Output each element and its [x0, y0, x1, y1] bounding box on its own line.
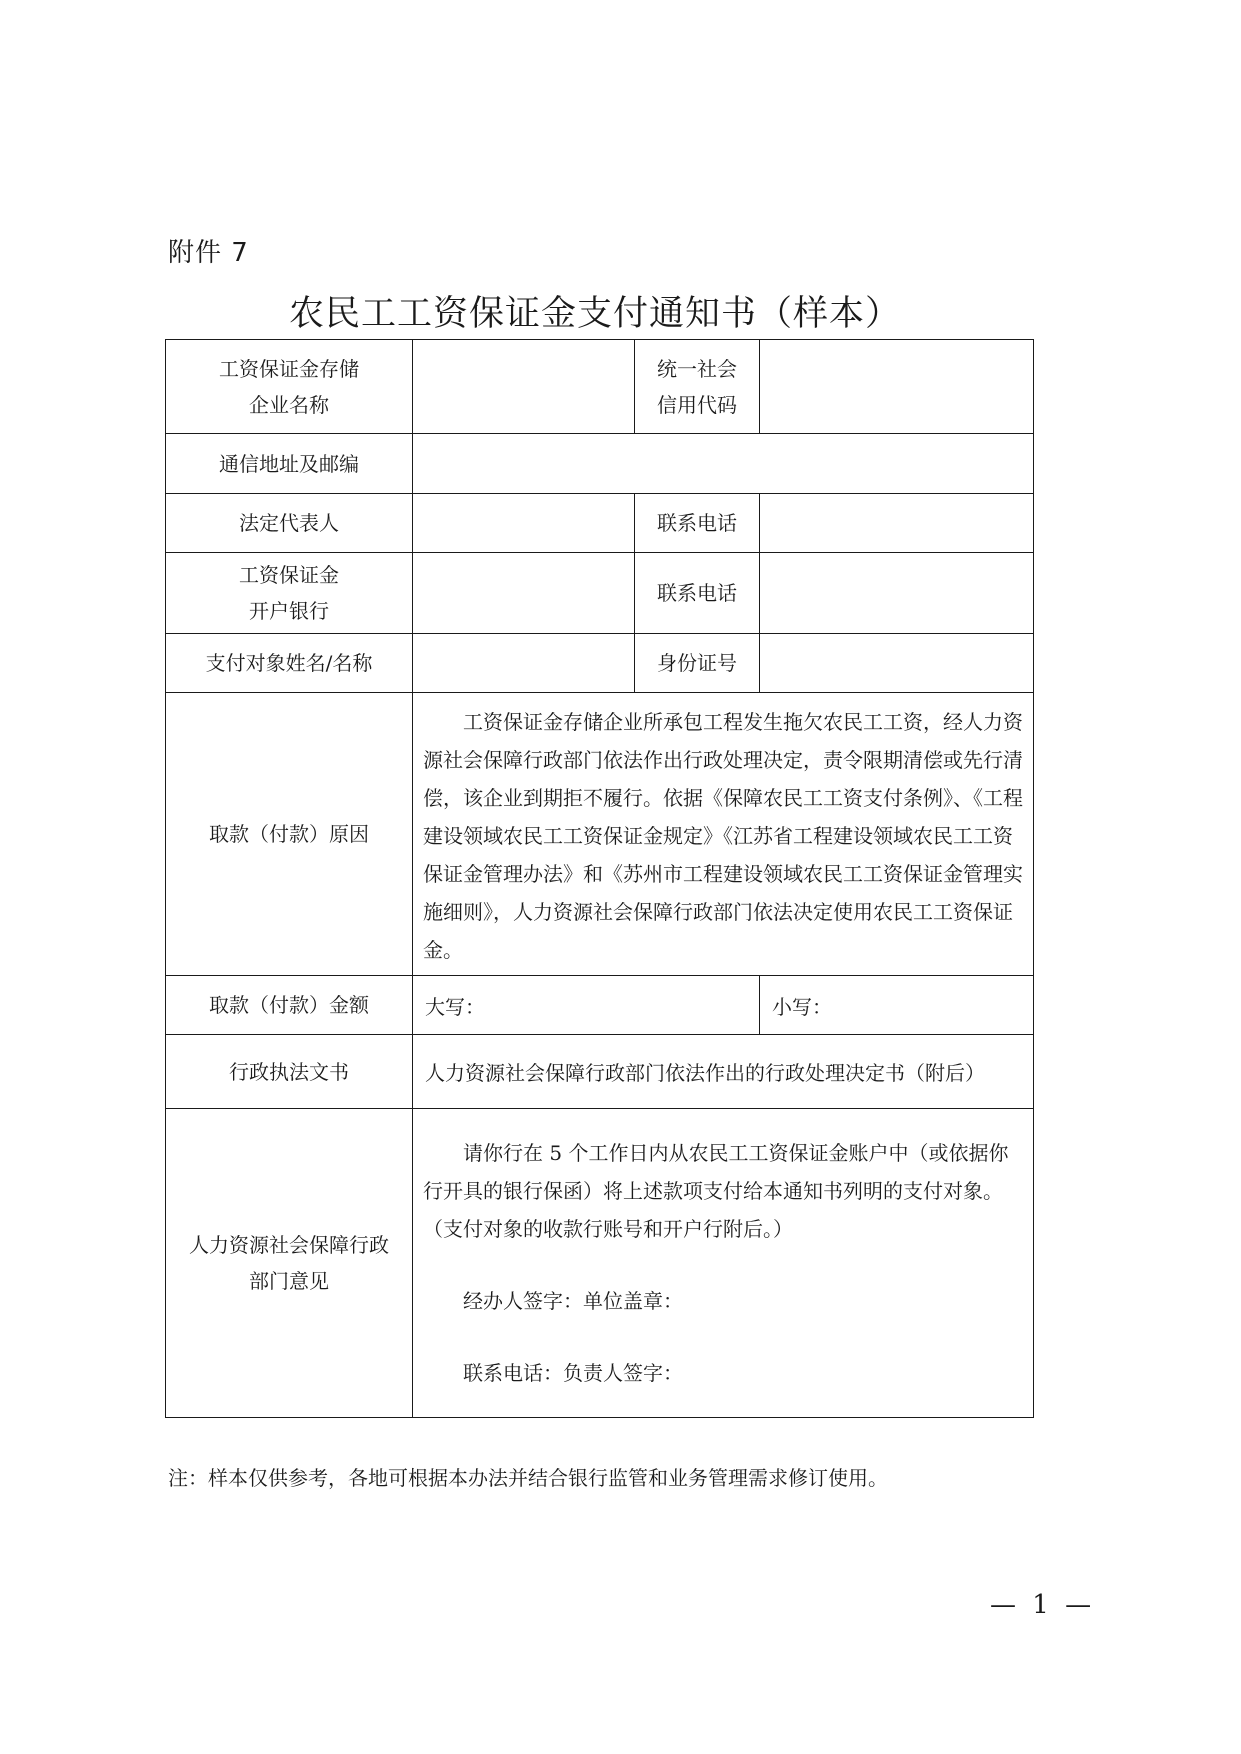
- id-number-field[interactable]: [760, 634, 1034, 693]
- company-name-label-line1: 工资保证金存储: [219, 356, 359, 381]
- amount-uppercase-field[interactable]: 大写：: [413, 976, 760, 1035]
- bank-label-line1: 工资保证金: [239, 563, 339, 587]
- legal-rep-label: 法定代表人: [166, 494, 413, 553]
- bank-label: [166, 553, 413, 634]
- credit-code-label: [635, 340, 760, 434]
- company-name-label-line2: 企业名称: [249, 392, 329, 417]
- company-name-label: [166, 340, 413, 434]
- reason-text-cell: [413, 693, 1034, 976]
- credit-code-label-line2: 信用代码: [657, 392, 737, 417]
- credit-code-label-line1: 统一社会: [657, 356, 737, 381]
- document-label: 行政执法文书: [166, 1035, 413, 1109]
- form-row-bank: [166, 553, 1034, 634]
- handler-signature-line[interactable]: 经办人签字：单位盖章：: [463, 1289, 683, 1313]
- legal-rep-field[interactable]: [413, 494, 635, 553]
- opinion-cell: [413, 1109, 1034, 1418]
- attachment-label: 附件 7: [168, 238, 249, 268]
- document-title: 农民工工资保证金支付通知书（样本）: [288, 294, 901, 334]
- contact-signature-line[interactable]: 联系电话：负责人签字：: [463, 1361, 683, 1385]
- amount-label: 取款（付款）金额: [166, 976, 413, 1035]
- form-row-payee: [166, 634, 1034, 693]
- form-row-reason: [166, 693, 1034, 976]
- document-text: 人力资源社会保障行政部门依法作出的行政处理决定书（附后）: [413, 1035, 1034, 1109]
- payment-notice-form: [165, 339, 1034, 1418]
- opinion-label: [166, 1109, 413, 1418]
- credit-code-field[interactable]: [760, 340, 1034, 434]
- phone-label: 联系电话: [635, 494, 760, 553]
- bank-field[interactable]: [413, 553, 635, 634]
- footnote: 注：样本仅供参考，各地可根据本办法并结合银行监管和业务管理需求修订使用。: [168, 1466, 888, 1490]
- payee-name-field[interactable]: [413, 634, 635, 693]
- address-label: 通信地址及邮编: [166, 434, 413, 494]
- form-row-document: [166, 1035, 1034, 1109]
- form-row-amount: [166, 976, 1034, 1035]
- bank-phone-label: 联系电话: [635, 553, 760, 634]
- id-number-label: 身份证号: [635, 634, 760, 693]
- bank-phone-field[interactable]: [760, 553, 1034, 634]
- opinion-label-line1: 人力资源社会保障行政: [189, 1233, 389, 1257]
- form-row-opinion: [166, 1109, 1034, 1418]
- page-number: — 1 —: [990, 1590, 1096, 1620]
- amount-lowercase-field[interactable]: 小写：: [760, 976, 1034, 1035]
- form-row-address: [166, 434, 1034, 494]
- opinion-label-line2: 部门意见: [249, 1269, 329, 1293]
- company-name-field[interactable]: [413, 340, 635, 434]
- bank-label-line2: 开户银行: [249, 599, 329, 623]
- payee-name-label: 支付对象姓名/名称: [166, 634, 413, 693]
- form-row-company: [166, 340, 1034, 434]
- form-row-legal-rep: [166, 494, 1034, 553]
- address-field[interactable]: [413, 434, 1034, 494]
- reason-label: 取款（付款）原因: [166, 693, 413, 976]
- reason-text: 工资保证金存储企业所承包工程发生拖欠农民工工资，经人力资源社会保障行政部门依法作出行政处理决定，责令限期清偿或先行清偿，该企业到期拒不履行。依据《保障农民工工资支付条例》、《工程建设领域农民工工资保证金规定》《江苏省工程建设领域农民工工资保证金管理办法》和《苏州市工程建设领域农民工工资保证金管理实施细则》，人力资源社会保障行政部门依法决定使用农民工工资保证金。: [423, 710, 1023, 962]
- phone-field[interactable]: [760, 494, 1034, 553]
- opinion-text: 请你行在 5 个工作日内从农民工工资保证金账户中（或依据你行开具的银行保函）将上述款项支付给本通知书列明的支付对象。（支付对象的收款行账号和开户行附后。）: [423, 1141, 1009, 1241]
